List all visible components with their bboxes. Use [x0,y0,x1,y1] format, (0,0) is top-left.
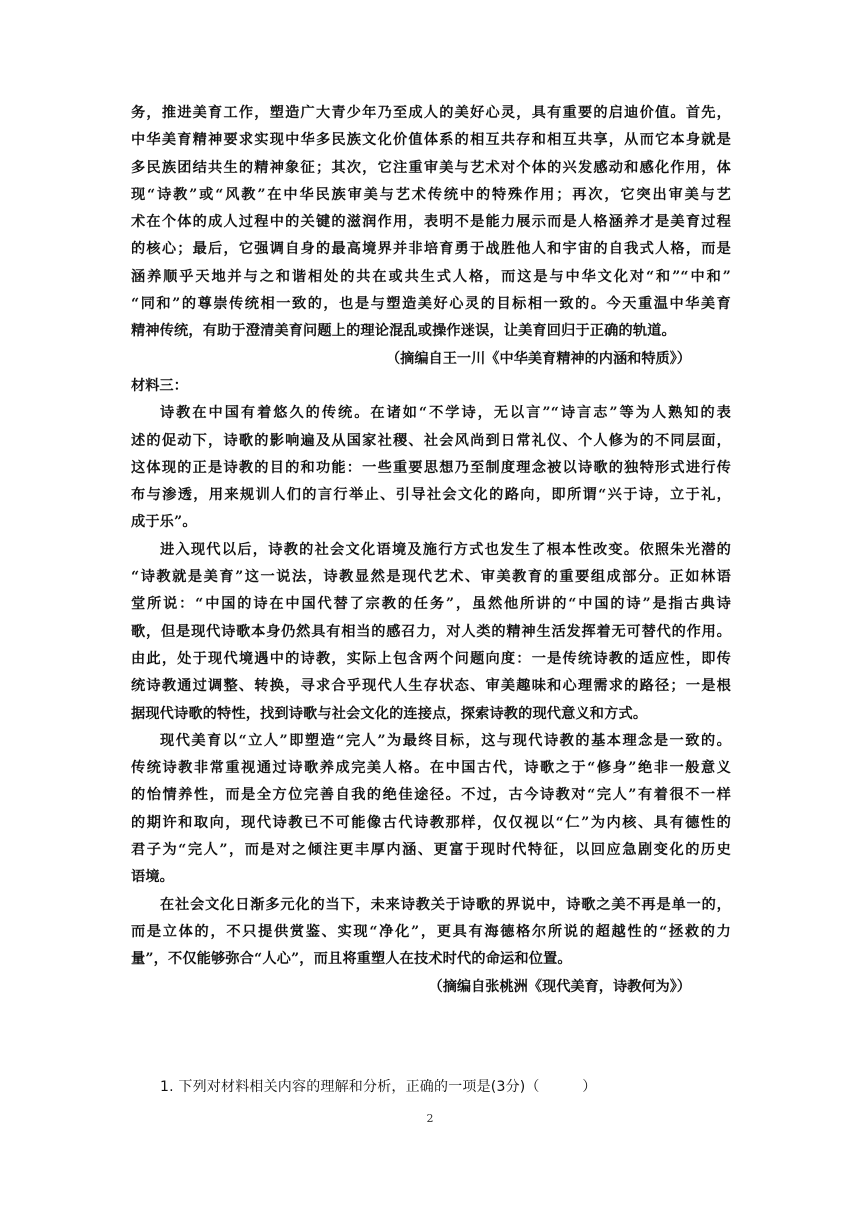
source-citation: （摘编自张桃洲《现代美育，诗教何为》） [428,978,691,995]
text-line: 君子为“完人”，而是对之倾注更丰厚内涵、更富于现时代特征，以回应急剧变化的历史 [131,842,731,859]
text-line: 语境。 [131,869,175,886]
material2-tail [131,100,731,373]
text-line: “诗教就是美育”这一说法，诗教显然是现代艺术、审美教育的重要组成部分。正如林语 [131,569,731,586]
source-citation: （摘编自王一川《中华美育精神的内涵和特质》） [385,350,691,367]
text-line: 务，推进美育工作，塑造广大青少年乃至成人的美好心灵，具有重要的启迪价值。首先， [131,105,731,121]
text-line: 布与渗透，用来规训人们的言行举止、引导社会文化的路向，即所谓“兴于诗，立于礼， [131,487,731,504]
text-line: “同和”的尊崇传统相一致的，也是与塑造美好心灵的目标相一致的。今天重温中华美育 [131,296,731,313]
text-line: 诗教在中国有着悠久的传统。在诸如“不学诗，无以言”“诗言志”等为人熟知的表 [160,405,731,422]
text-line: 量”，不仅能够弥合“人心”，而且将重塑人在技术时代的命运和位置。 [131,951,572,968]
text-line: 进入现代以后，诗教的社会文化语境及施行方式也发生了根本性改变。依照朱光潜的 [160,541,731,558]
text-line: 述的促动下，诗歌的影响遍及从国家社稷、社会风尚到日常礼仪、个人修为的不同层面， [131,432,731,449]
text-line: 术在个体的成人过程中的关键的滋润作用，表明不是能力展示而是人格涵养才是美育过程 [131,214,731,231]
paragraph-2 [131,537,731,728]
text-line: 据现代诗歌的特性，找到诗歌与社会文化的连接点，探索诗教的现代意义和方式。 [131,705,648,722]
text-line: 精神传统，有助于澄清美育问题上的理论混乱或操作迷误，让美育回归于正确的轨道。 [131,323,676,340]
paragraph-3 [131,728,731,892]
text-line: 传统诗教非常重视通过诗歌养成完美人格。在中国古代，诗歌之于“修身”绝非一般意义 [131,760,731,777]
text-line: 的期许和取向，现代诗教已不可能像古代诗教那样，仅仅视以“仁”为内核、具有德性的 [131,814,731,831]
text-line: 的怡情养性，而是全方位完善自我的绝佳途径。不过，古今诗教对“完人”有着很不一样 [131,787,731,804]
text-line: 现“诗教”或“风教”在中华民族审美与艺术传统中的特殊作用；再次，它突出审美与艺 [131,186,731,203]
text-line: 涵养顺乎天地并与之和谐相处的共在或共生式人格，而这是与中华文化对“和”“中和” [131,268,731,285]
text-line: 中华美育精神要求实现中华多民族文化价值体系的相互共存和相互共享，从而它本身就是 [131,132,731,149]
text-line: 歌，但是现代诗歌本身仍然具有相当的感召力，对人类的精神生活发挥着无可替代的作用。 [131,623,731,640]
page-number: 2 [426,1112,434,1125]
text-line: 这体现的正是诗教的目的和功能：一些重要思想乃至制度理念被以诗歌的独特形式进行传 [131,459,731,476]
question-prompt: 1. 下列对材料相关内容的理解和分析，正确的一项是(3分)（ ） [160,1079,597,1095]
paragraph-1 [131,400,731,536]
text-line: 统诗教通过调整、转换，寻求合乎现代人生存状态、审美趣味和心理需求的路径；一是根 [131,678,731,695]
text-line: 由此，处于现代境遇中的诗教，实际上包含两个问题向度：一是传统诗教的适应性，即传 [131,650,731,667]
text-line: 在社会文化日渐多元化的当下，未来诗教关于诗歌的界说中，诗歌之美不再是单一的， [160,896,731,913]
text-line: 多民族团结共生的精神象征；其次，它注重审美与艺术对个体的兴发感动和感化作用，体 [131,159,731,176]
text-line: 成于乐”。 [131,514,197,531]
text-line: 而是立体的，不只提供赏鉴、实现“净化”，更具有海德格尔所说的超越性的“拯救的力 [131,923,731,940]
text-line: 堂所说：“中国的诗在中国代替了宗教的任务”，虽然他所讲的“中国的诗”是指古典诗 [131,596,731,613]
text-line: 的核心；最后，它强调自身的最高境界并非培育勇于战胜他人和宇宙的自我式人格，而是 [131,241,731,258]
text-line: 现代美育以“立人”即塑造“完人”为最终目标，这与现代诗教的基本理念是一致的。 [160,732,731,749]
paragraph-4 [131,892,731,974]
document-body [131,100,731,1001]
section-heading: 材料三： [131,377,188,394]
